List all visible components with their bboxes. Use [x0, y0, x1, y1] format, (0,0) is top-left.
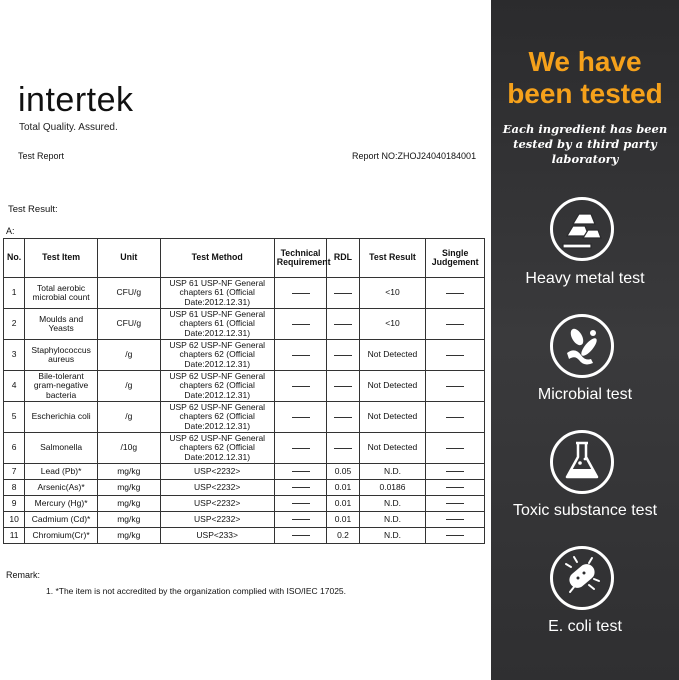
table-row	[4, 496, 485, 512]
row-single-judgement	[426, 528, 485, 544]
row-technical-requirement	[274, 278, 327, 309]
col-header-test-item: Test Item	[25, 239, 98, 278]
report-number: Report NO:ZHOJ24040184001	[352, 151, 477, 161]
row-test-result: <10	[359, 278, 426, 309]
row-unit: /10g	[97, 433, 160, 464]
row-single-judgement	[426, 464, 485, 480]
row-test-method: USP<2232>	[160, 496, 274, 512]
col-header-technical-requirement: Technical Requirement	[274, 239, 327, 278]
row-no: 4	[4, 371, 25, 402]
row-rdl	[327, 278, 359, 309]
table-row	[4, 402, 485, 433]
table-row	[4, 371, 485, 402]
row-test-item: Staphylococcus aureus	[25, 340, 98, 371]
row-no: 11	[4, 528, 25, 544]
col-header-single-judgement: Single Judgement	[426, 239, 485, 278]
row-test-method: USP<233>	[160, 528, 274, 544]
row-rdl: 0.2	[327, 528, 359, 544]
row-no: 6	[4, 433, 25, 464]
row-single-judgement	[426, 309, 485, 340]
row-single-judgement	[426, 402, 485, 433]
row-no: 9	[4, 496, 25, 512]
row-single-judgement	[426, 371, 485, 402]
row-rdl: 0.01	[327, 496, 359, 512]
row-test-item: Salmonella	[25, 433, 98, 464]
table-row	[4, 433, 485, 464]
row-test-method: USP 62 USP-NF General chapters 62 (Official Date:2012.12.31)	[160, 402, 274, 433]
row-no: 2	[4, 309, 25, 340]
row-unit: mg/kg	[97, 480, 160, 496]
row-test-result: N.D.	[359, 528, 426, 544]
table-row	[4, 512, 485, 528]
row-no: 10	[4, 512, 25, 528]
row-technical-requirement	[274, 340, 327, 371]
table-row	[4, 480, 485, 496]
row-no: 7	[4, 464, 25, 480]
table-header-row	[4, 239, 485, 278]
row-single-judgement	[426, 433, 485, 464]
row-single-judgement	[426, 278, 485, 309]
row-test-method: USP 62 USP-NF General chapters 62 (Official Date:2012.12.31)	[160, 433, 274, 464]
col-header-test-method: Test Method	[160, 239, 274, 278]
col-header-unit: Unit	[97, 239, 160, 278]
row-test-result: N.D.	[359, 464, 426, 480]
row-technical-requirement	[274, 309, 327, 340]
row-technical-requirement	[274, 496, 327, 512]
row-single-judgement	[426, 480, 485, 496]
row-test-result: Not Detected	[359, 402, 426, 433]
row-test-item: Total aerobic microbial count	[25, 278, 98, 309]
row-technical-requirement	[274, 402, 327, 433]
row-no: 3	[4, 340, 25, 371]
remark-note: 1. *The item is not accredited by the organization complied with ISO/IEC 17025.	[46, 586, 347, 596]
table-row	[4, 528, 485, 544]
row-test-result: N.D.	[359, 512, 426, 528]
row-test-item: Cadmium (Cd)*	[25, 512, 98, 528]
row-test-result: N.D.	[359, 496, 426, 512]
row-rdl	[327, 371, 359, 402]
row-unit: CFU/g	[97, 309, 160, 340]
row-test-method: USP 61 USP-NF General chapters 61 (Official Date:2012.12.31)	[160, 278, 274, 309]
row-test-item: Moulds and Yeasts	[25, 309, 98, 340]
row-technical-requirement	[274, 433, 327, 464]
table-row	[4, 464, 485, 480]
table-row	[4, 309, 485, 340]
row-technical-requirement	[274, 480, 327, 496]
remark-label: Remark:	[6, 570, 41, 580]
row-rdl: 0.01	[327, 480, 359, 496]
microbe-icon	[550, 314, 614, 378]
report-label: Test Report	[18, 151, 65, 161]
row-single-judgement	[426, 340, 485, 371]
test-result-heading: Test Result:	[8, 204, 58, 215]
row-test-item: Lead (Pb)*	[25, 464, 98, 480]
col-header-rdl: RDL	[327, 239, 359, 278]
feature-label-e-coli: E. coli test	[548, 618, 622, 635]
row-rdl	[327, 309, 359, 340]
row-test-method: USP 62 USP-NF General chapters 62 (Official Date:2012.12.31)	[160, 340, 274, 371]
row-unit: mg/kg	[97, 496, 160, 512]
headline-line-2: been tested	[507, 78, 663, 109]
row-test-item: Chromium(Cr)*	[25, 528, 98, 544]
row-unit: /g	[97, 402, 160, 433]
row-technical-requirement	[274, 512, 327, 528]
row-test-method: USP 62 USP-NF General chapters 62 (Official Date:2012.12.31)	[160, 371, 274, 402]
headline-line-1: We have	[528, 46, 642, 77]
row-unit: /g	[97, 371, 160, 402]
row-test-result: 0.0186	[359, 480, 426, 496]
row-test-item: Bile-tolerant gram-negative bacteria	[25, 371, 98, 402]
row-technical-requirement	[274, 464, 327, 480]
table-row	[4, 278, 485, 309]
row-no: 1	[4, 278, 25, 309]
row-single-judgement	[426, 512, 485, 528]
row-test-result: Not Detected	[359, 340, 426, 371]
row-test-result: Not Detected	[359, 433, 426, 464]
row-test-method: USP<2232>	[160, 480, 274, 496]
row-rdl	[327, 340, 359, 371]
row-unit: /g	[97, 340, 160, 371]
row-rdl: 0.01	[327, 512, 359, 528]
row-test-result: Not Detected	[359, 371, 426, 402]
row-unit: mg/kg	[97, 512, 160, 528]
row-rdl	[327, 433, 359, 464]
results-table	[3, 238, 485, 544]
row-unit: mg/kg	[97, 464, 160, 480]
table-row	[4, 340, 485, 371]
row-unit: CFU/g	[97, 278, 160, 309]
feature-label-heavy-metal: Heavy metal test	[525, 270, 645, 287]
row-test-item: Arsenic(As)*	[25, 480, 98, 496]
row-rdl	[327, 402, 359, 433]
flask-icon	[550, 430, 614, 494]
row-technical-requirement	[274, 528, 327, 544]
subtitle: Each ingredient has been tested by a third party laboratory	[502, 122, 668, 166]
intertek-logo: intertek	[18, 81, 134, 119]
row-rdl: 0.05	[327, 464, 359, 480]
col-header-test-result: Test Result	[359, 239, 426, 278]
row-test-method: USP 61 USP-NF General chapters 61 (Official Date:2012.12.31)	[160, 309, 274, 340]
row-test-method: USP<2232>	[160, 464, 274, 480]
section-label: A:	[6, 226, 15, 236]
tested-panel	[491, 0, 679, 680]
row-test-item: Escherichia coli	[25, 402, 98, 433]
row-unit: mg/kg	[97, 528, 160, 544]
row-test-item: Mercury (Hg)*	[25, 496, 98, 512]
metal-bars-icon	[550, 197, 614, 261]
logo-tagline: Total Quality. Assured.	[19, 122, 118, 133]
col-header-no: No.	[4, 239, 25, 278]
row-test-result: <10	[359, 309, 426, 340]
row-no: 5	[4, 402, 25, 433]
bacteria-icon	[550, 546, 614, 610]
row-technical-requirement	[274, 371, 327, 402]
feature-label-toxic-substance: Toxic substance test	[512, 502, 658, 519]
feature-label-microbial: Microbial test	[537, 386, 633, 403]
row-no: 8	[4, 480, 25, 496]
row-single-judgement	[426, 496, 485, 512]
row-test-method: USP<2232>	[160, 512, 274, 528]
